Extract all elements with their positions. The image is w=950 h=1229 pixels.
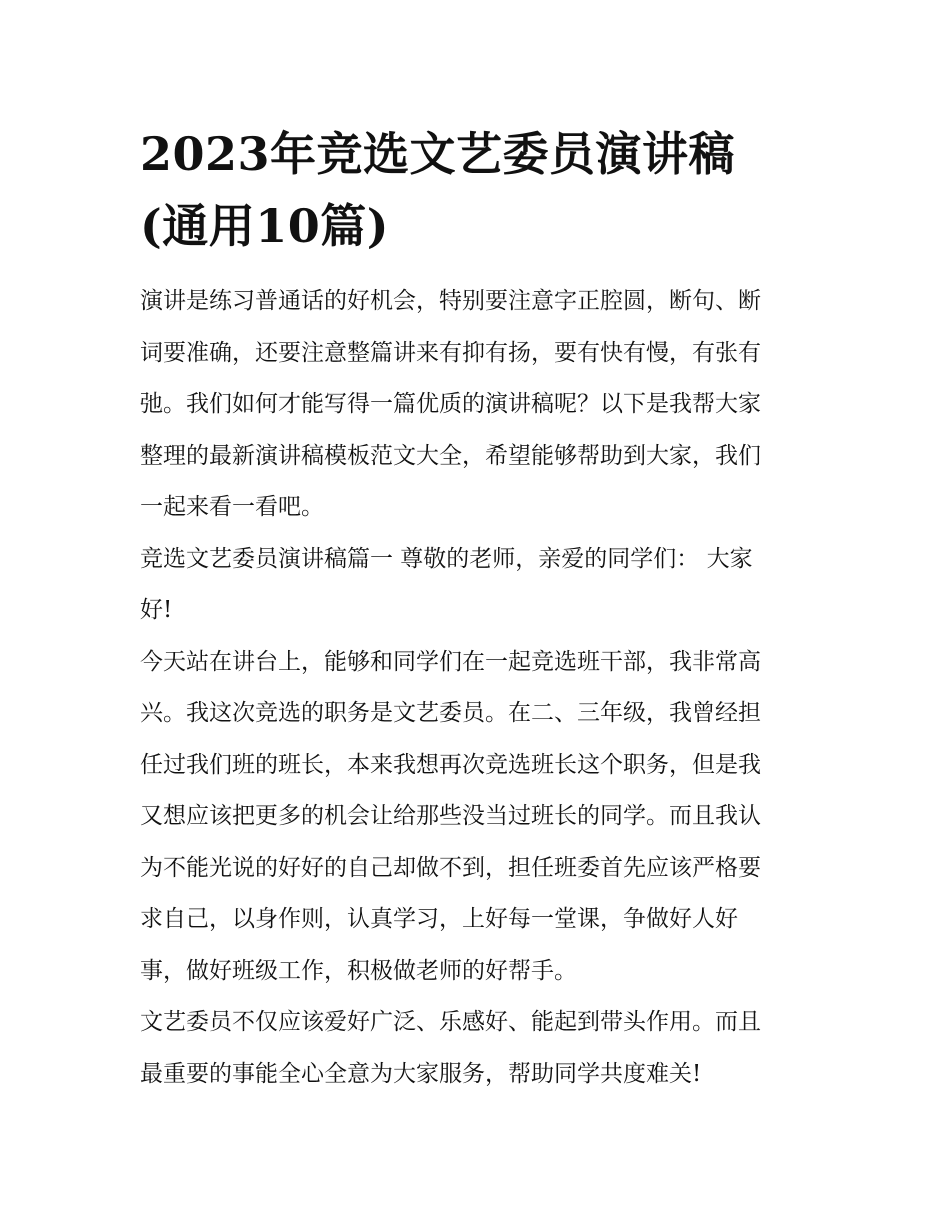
paragraph-closing: [140, 997, 820, 1100]
title-line: 2023年竞选文艺委员演讲稿: [140, 127, 736, 181]
text-line: 今天站在讲台上，能够和同学们在一起竞选班干部，我非常高: [140, 648, 761, 675]
text-line: 兴。我这次竞选的职务是文艺委员。在二、三年级，我曾经担: [140, 700, 761, 726]
text-line: 文艺委员不仅应该爱好广泛、乐感好、能起到带头作用。而且: [140, 1009, 761, 1035]
text-line: 一起来看一看吧。: [140, 494, 324, 520]
text-line: 词要准确，还要注意整篇讲来有抑有扬，要有快有慢，有张有: [140, 339, 761, 366]
paragraph-greeting: [140, 534, 820, 637]
text-line: 事，做好班级工作，积极做老师的好帮手。: [140, 957, 577, 984]
text-line: 整理的最新演讲稿模板范文大全，希望能够帮助到大家，我们: [140, 442, 761, 469]
text-line: 弛。我们如何才能写得一篇优质的演讲稿呢？以下是我帮大家: [140, 391, 761, 417]
text-line: 演讲是练习普通话的好机会，特别要注意字正腔圆，断句、断: [140, 288, 761, 314]
text-line: 最重要的事能全心全意为大家服务，帮助同学共度难关!: [140, 1060, 702, 1087]
paragraph-intro: [140, 276, 820, 534]
text-line: 竞选文艺委员演讲稿篇一 尊敬的老师，亲爱的同学们： 大家: [140, 545, 753, 572]
document-title: [140, 118, 820, 262]
text-line: 任过我们班的班长，本来我想再次竞选班长这个职务，但是我: [140, 751, 761, 778]
text-line: 为不能光说的好好的自己却做不到，担任班委首先应该严格要: [140, 854, 761, 881]
text-line: 求自己，以身作则，认真学习，上好每一堂课，争做好人好: [140, 906, 738, 932]
text-line: 好!: [140, 597, 173, 623]
document-body: [140, 276, 820, 1100]
title-line: (通用10篇): [140, 199, 390, 253]
text-line: 又想应该把更多的机会让给那些没当过班长的同学。而且我认: [140, 803, 761, 829]
paragraph-speech: [140, 637, 820, 998]
